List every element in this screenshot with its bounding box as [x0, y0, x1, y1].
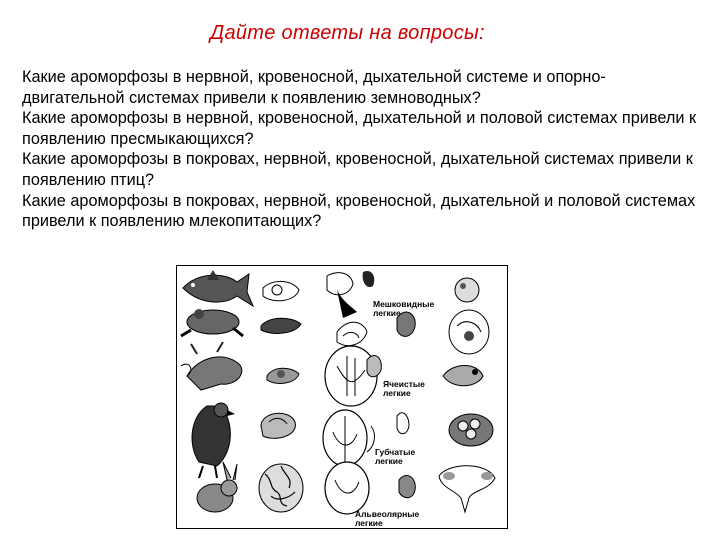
heart-diagram-5	[325, 462, 369, 514]
mammal-uterus-icon	[439, 466, 495, 512]
frog-icon	[181, 309, 243, 336]
heart-diagram-1	[327, 271, 374, 318]
amphibian-brain-icon	[261, 318, 301, 333]
eagle-icon	[192, 403, 235, 478]
cellular-lungs-icon	[367, 355, 381, 376]
rabbit-icon	[197, 462, 237, 512]
bird-brain-icon	[261, 413, 295, 438]
spongy-lungs-icon	[397, 413, 409, 434]
alveolar-lungs-icon	[399, 475, 415, 497]
fish-icon	[183, 270, 253, 306]
reptile-egg-icon	[443, 366, 483, 386]
evolution-illustration	[176, 265, 508, 529]
sac-lungs-label: Мешковидные легкие	[373, 299, 435, 318]
lizard-icon	[181, 342, 242, 390]
cellular-lungs-label: Ячеистые легкие	[383, 379, 425, 398]
question-1: Какие ароморфозы в нервной, кровеносной, дыхательной системе и опорно-двигательной системах привели к появлению земноводных?	[22, 68, 606, 107]
question-4: Какие ароморфозы в покровах, нервной, кровеносной, дыхательной и половой системах привели к появлению млекопитающих?	[22, 191, 696, 231]
mammal-brain-icon	[259, 464, 303, 512]
illustration-drawing	[177, 266, 507, 528]
heart-diagram-2	[337, 322, 367, 345]
question-2: Какие ароморфозы в нервной, кровеносной, дыхательной и половой системах привели к появлению пресмыкающихся?	[22, 109, 697, 148]
heart-diagram-4	[323, 410, 374, 466]
fish-brain-icon	[263, 281, 299, 300]
spongy-lungs-label: Губчатые легкие	[375, 447, 416, 466]
bird-nest-icon	[449, 414, 493, 446]
fish-embryo-icon	[455, 278, 479, 302]
questions-list	[22, 67, 702, 232]
slide-title: Дайте ответы на вопросы:	[210, 22, 485, 44]
alveolar-lungs-label: Альвеолярные легкие	[355, 509, 420, 528]
reptile-brain-icon	[267, 368, 299, 383]
amphibian-egg-icon	[449, 310, 489, 354]
question-3: Какие ароморфозы в покровах, нервной, кровеносной, дыхательной системах привели к появлению птиц?	[22, 150, 693, 189]
